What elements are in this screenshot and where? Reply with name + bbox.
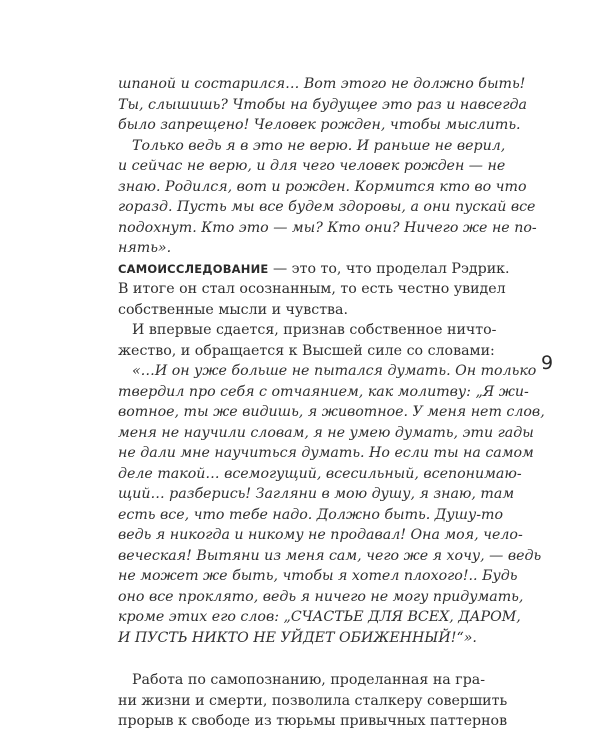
quote-line: и сейчас не верю, и для чего человек рожден — не xyxy=(118,158,506,174)
paragraph-line: собственные мысли и чувства. xyxy=(118,301,348,318)
quote-line: кроме этих его слов: „СЧАСТЬЕ ДЛЯ ВСЕХ, ДАРОМ, xyxy=(118,609,521,625)
quote-line: оно все проклято, ведь я ничего не могу придумать, xyxy=(118,588,524,605)
quote-line: Только ведь я в это не верю. И раньше не верил, xyxy=(132,137,506,154)
quote-line: ведь я никогда и никому не продавал! Она моя, чело- xyxy=(118,527,523,543)
page-number: 9 xyxy=(541,352,554,374)
quote-line: нять». xyxy=(118,240,172,256)
quote-line: подохнут. Кто это — мы? Кто они? Ничего же не по- xyxy=(118,219,537,236)
paragraph-line: В итоге он стал осознанным, то есть честно увидел xyxy=(118,281,506,297)
quote-line: веческая! Вытяни из меня сам, чего же я хочу, — ведь xyxy=(118,547,542,564)
quote-line: было запрещено! Человек рожден, чтобы мыслить. xyxy=(118,117,521,133)
paragraph-line: Работа по самопознанию, проделанная на гра- xyxy=(132,672,486,688)
quote-line: «…И он уже больше не пытался думать. Он только xyxy=(132,363,537,379)
quote-line: деле такой… всемогущий, всесильный, всепонимаю- xyxy=(118,465,522,482)
quote-line: шпаной и состарился… Вот этого не должно быть! xyxy=(118,76,526,92)
quote-line: твердил про себя с отчаянием, как молитву: „Я жи- xyxy=(118,383,529,400)
quote-line: горазд. Пусть мы все будем здоровы, а они пускай все xyxy=(118,199,536,215)
paragraph-line: И впервые сдается, признав собственное ничто- xyxy=(132,322,497,338)
quote-line: меня не научили словам, я не умею думать, эти гады xyxy=(118,424,534,441)
self-study-rest: — это то, что проделал Рэдрик. xyxy=(268,260,510,277)
paragraph-line: прорыв к свободе из тюрьмы привычных паттернов xyxy=(118,713,508,729)
text-column xyxy=(118,74,545,732)
self-study-term: САМОИССЛЕДОВАНИЕ xyxy=(118,261,269,276)
quote-line: знаю. Родился, вот и рожден. Кормится кто во что xyxy=(118,178,527,195)
quote-line: И ПУСТЬ НИКТО НЕ УЙДЕТ ОБИЖЕННЫЙ!“». xyxy=(118,629,477,646)
paragraph-line: ни жизни и смерти, позволила сталкеру совершить xyxy=(118,692,508,709)
quote-line: есть все, что тебе надо. Должно быть. Душу-то xyxy=(118,506,504,523)
quote-line: не может же быть, чтобы я хотел плохого!.. Будь xyxy=(118,568,518,584)
quote-line: Ты, слышишь? Чтобы на будущее это раз и навсегда xyxy=(118,96,527,113)
quote-line: вотное, ты же видишь, я животное. У меня нет слов, xyxy=(118,404,545,420)
self-study-line xyxy=(118,259,510,280)
paragraph-line: жество, и обращается к Высшей силе со словами: xyxy=(118,342,495,359)
quote-line: не дали мне научиться думать. Но если ты на самом xyxy=(118,445,534,461)
quote-line: щий… разберись! Загляни в мою душу, я знаю, там xyxy=(118,486,515,502)
